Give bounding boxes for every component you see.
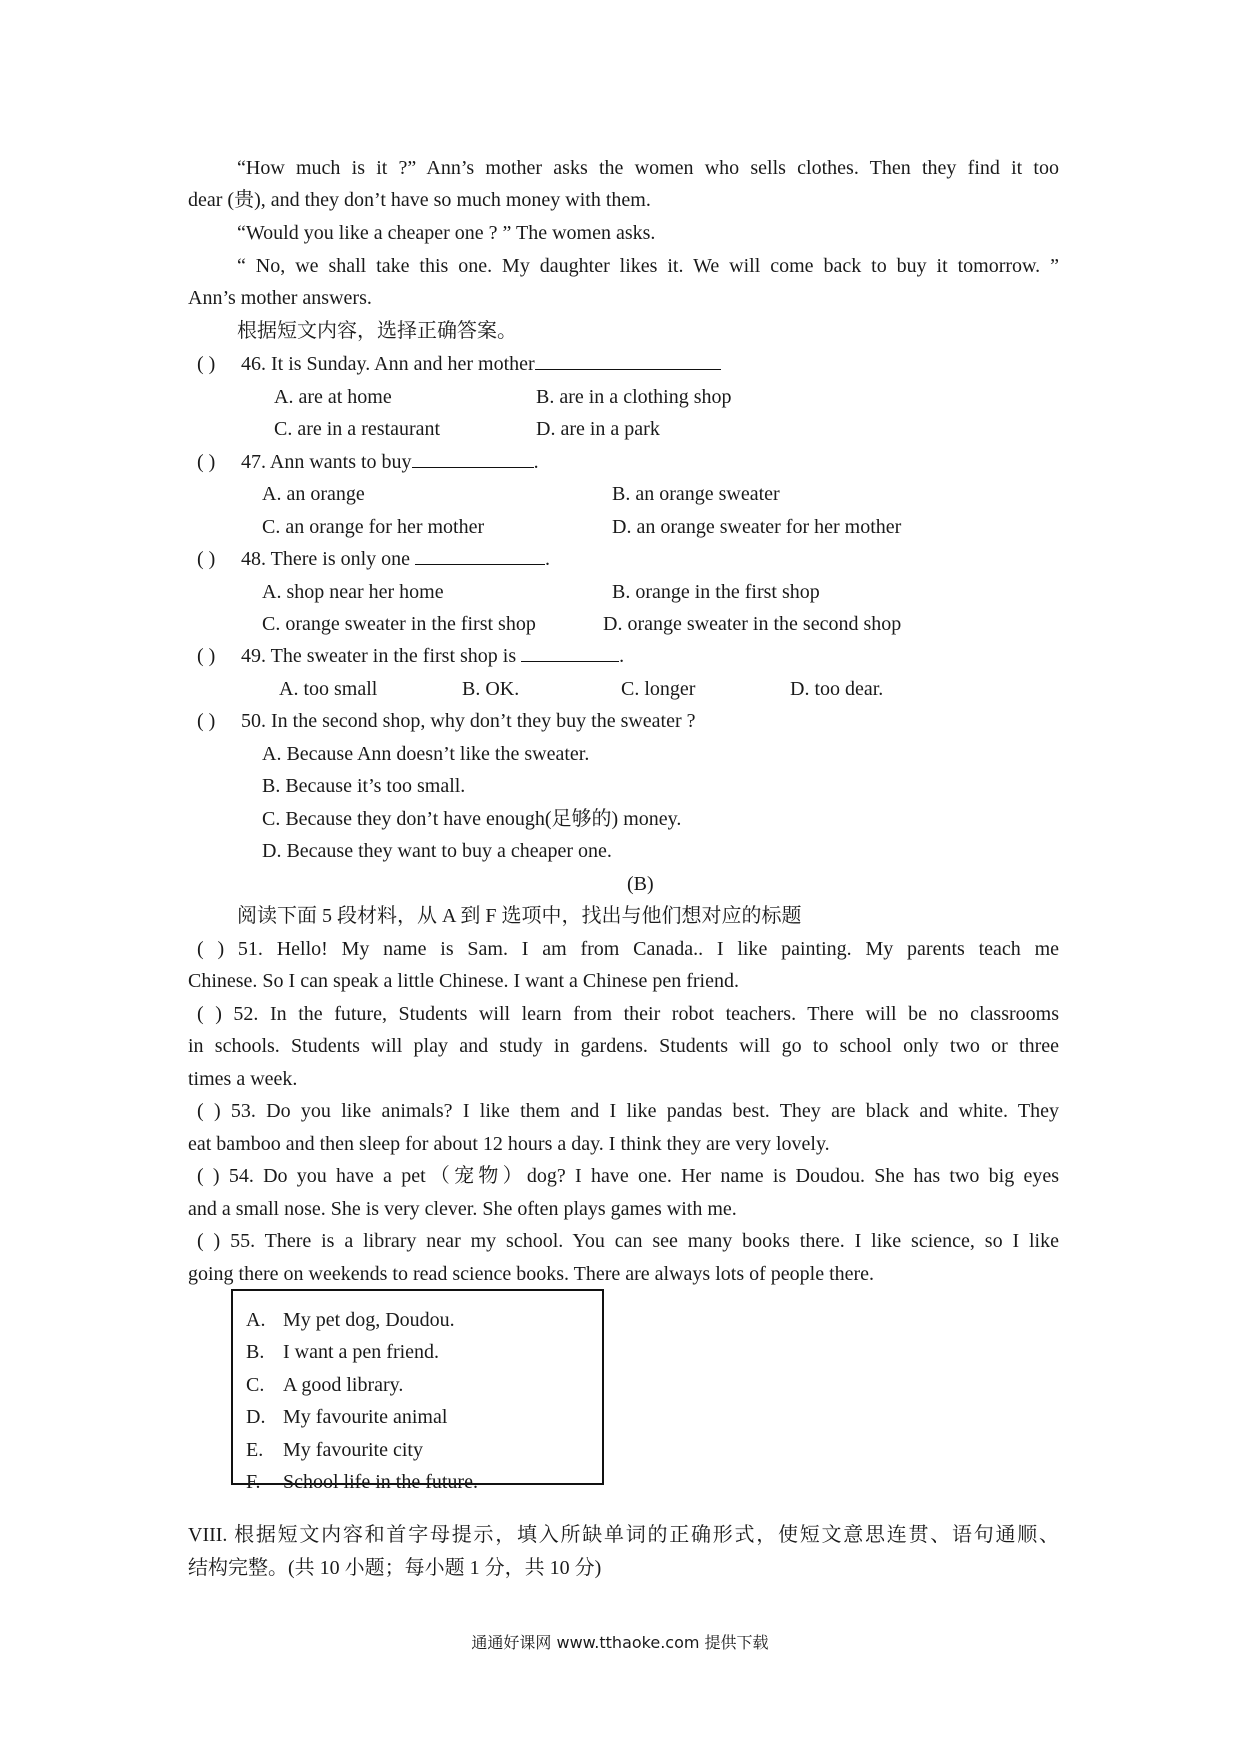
option-a: A. Because Ann doesn’t like the sweater. <box>262 743 590 765</box>
passage-52-line: times a week. <box>188 1068 298 1090</box>
passage-54-line: and a small nose. She is very clever. She often plays games with me. <box>188 1198 737 1220</box>
answer-blank[interactable] <box>412 449 534 468</box>
option-d: D. orange sweater in the second shop <box>603 613 902 635</box>
question-stem: 46. It is Sunday. Ann and her mother <box>241 353 535 375</box>
option-d: D. too dear. <box>790 678 884 700</box>
option-c: C. Because they don’t have enough(足够的) money. <box>262 808 682 830</box>
option-c: C. are in a restaurant <box>274 418 441 440</box>
passage-52-line: in schools. Students will play and study in gardens. Students will go to school only two or three <box>188 1035 1059 1057</box>
answer-blank[interactable] <box>415 546 545 565</box>
question-47: ( ) 47. Ann wants to buy . <box>197 451 539 473</box>
passage-line: dear (贵), and they don’t have so much money with them. <box>188 189 651 211</box>
option-c: C. an orange for her mother <box>262 516 485 538</box>
question-50 <box>197 708 696 734</box>
passage-line: Ann’s mother answers. <box>188 287 372 309</box>
title-option-b: B. I want a pen friend. <box>246 1341 440 1363</box>
section-label: (B) <box>627 873 654 895</box>
option-a: A. an orange <box>262 483 365 505</box>
option-a: A. are at home <box>274 386 392 408</box>
option-b: B. Because it’s too small. <box>262 775 466 797</box>
question-stem: 49. The sweater in the first shop is <box>241 645 522 667</box>
section-viii-heading: VIII. 根据短文内容和首字母提示，填入所缺单词的正确形式，使短文意思连贯、语句通顺、 <box>188 1524 1059 1546</box>
answer-paren[interactable]: ( ) <box>197 353 216 375</box>
option-b: B. are in a clothing shop <box>536 386 732 408</box>
passage-53-line: eat bamboo and then sleep for about 12 hours a day. I think they are very lovely. <box>188 1133 830 1155</box>
page-footer: 通通好课网 www.tthaoke.com 提供下载 <box>471 1633 769 1652</box>
section-viii-heading: 结构完整。(共 10 小题；每小题 1 分，共 10 分) <box>188 1557 602 1579</box>
title-option-a: A. My pet dog, Doudou. <box>246 1309 455 1331</box>
option-b: B. an orange sweater <box>612 483 780 505</box>
answer-paren[interactable]: ( ) <box>197 451 216 473</box>
title-options-box <box>231 1289 604 1493</box>
title-option-c: C. A good library. <box>246 1374 404 1396</box>
option-d: D. an orange sweater for her mother <box>612 516 902 538</box>
title-option-e: E. My favourite city <box>246 1439 423 1461</box>
question-46 <box>197 351 721 377</box>
answer-paren[interactable]: ( ) <box>197 548 216 570</box>
option-d: D. Because they want to buy a cheaper one. <box>262 840 612 862</box>
passage-54-line: ( ) 54. Do you have a pet（宠物）dog? I have one. Her name is Doudou. She has two big eyes <box>197 1165 1059 1187</box>
passage-51-line: Chinese. So I can speak a little Chinese. I want a Chinese pen friend. <box>188 970 739 992</box>
passage-line: “ No, we shall take this one. My daughter likes it. We will come back to buy it tomorrow. ” <box>237 255 1059 277</box>
option-b: B. OK. <box>462 678 520 700</box>
question-stem: 50. In the second shop, why don’t they buy the sweater ? <box>241 710 696 732</box>
passage-55-line: going there on weekends to read science books. There are always lots of people there. <box>188 1263 875 1285</box>
passage-55-line: ( ) 55. There is a library near my school. You can see many books there. I like science, so I like <box>197 1230 1059 1252</box>
option-c: C. orange sweater in the first shop <box>262 613 536 635</box>
answer-blank[interactable] <box>521 643 619 662</box>
instruction: 根据短文内容，选择正确答案。 <box>237 320 517 342</box>
answer-blank[interactable] <box>535 351 721 370</box>
option-c: C. longer <box>621 678 696 700</box>
question-stem: 47. Ann wants to buy <box>241 451 412 473</box>
option-a: A. shop near her home <box>262 581 444 603</box>
section-instruction: 阅读下面 5 段材料，从 A 到 F 选项中，找出与他们想对应的标题 <box>237 905 802 927</box>
passage-line: “How much is it ?” Ann’s mother asks the women who sells clothes. Then they find it too <box>237 157 1059 179</box>
option-d: D. are in a park <box>536 418 660 440</box>
passage-line: “Would you like a cheaper one ? ” The women asks. <box>237 222 656 244</box>
question-stem: 48. There is only one <box>241 548 416 570</box>
option-b: B. orange in the first shop <box>612 581 820 603</box>
passage-53-line: ( ) 53. Do you like animals? I like them and I like pandas best. They are black and white. They <box>197 1100 1059 1122</box>
answer-paren[interactable]: ( ) <box>197 710 216 732</box>
passage-51-line: ( ) 51. Hello! My name is Sam. I am from Canada.. I like painting. My parents teach me <box>197 938 1059 960</box>
passage-52-line: ( ) 52. In the future, Students will learn from their robot teachers. There will be no classrooms <box>197 1003 1059 1025</box>
title-option-d: D. My favourite animal <box>246 1406 448 1428</box>
option-a: A. too small <box>279 678 378 700</box>
title-option-f: F. School life in the future. <box>246 1471 478 1493</box>
question-48: ( ) 48. There is only one . <box>197 548 551 570</box>
question-49: ( ) 49. The sweater in the first shop is . <box>197 645 625 667</box>
answer-paren[interactable]: ( ) <box>197 645 216 667</box>
